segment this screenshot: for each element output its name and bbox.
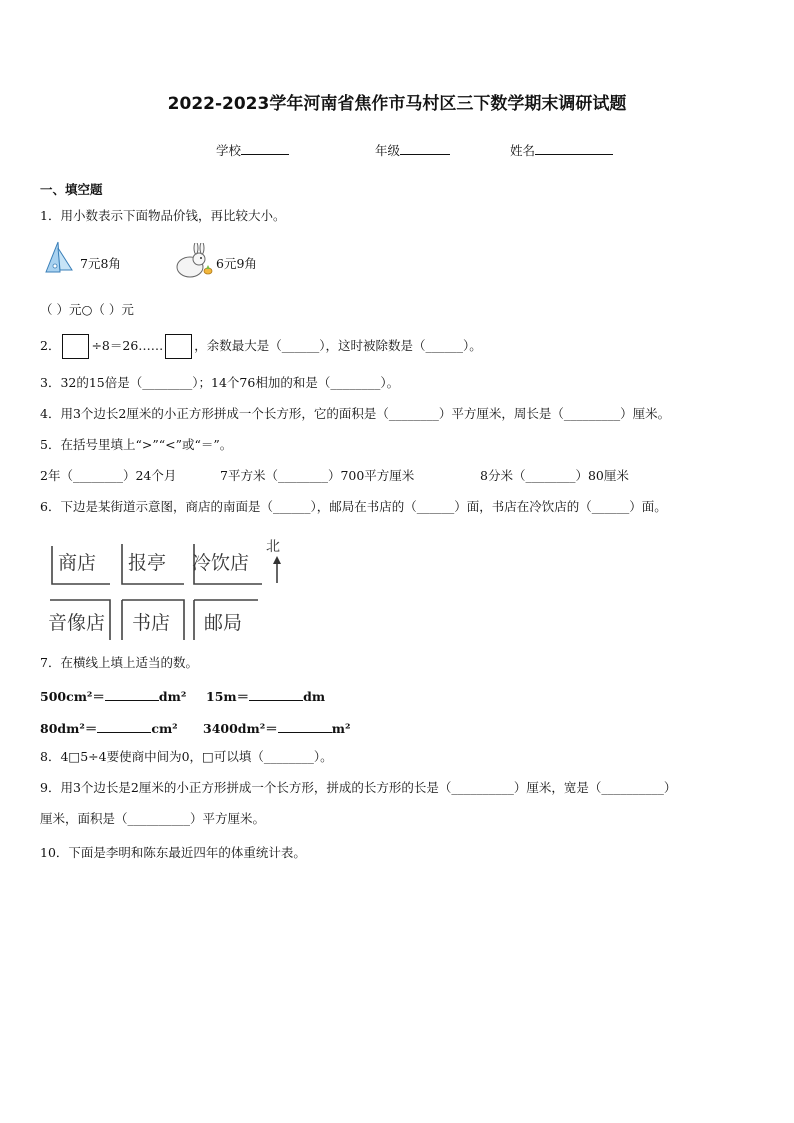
name-field: [510, 141, 613, 159]
north-arrow-icon: [271, 556, 283, 584]
q7b1-left: 80dm²＝: [40, 721, 98, 736]
q7a1-blank[interactable]: [105, 687, 159, 701]
question-1-compare: （ ）元○（ ）元: [40, 302, 134, 317]
q7a1-unit: dm²: [158, 689, 187, 704]
triangle-ruler-icon: [40, 240, 74, 276]
rabbit-toy-icon: [172, 243, 214, 279]
dividend-box[interactable]: [62, 334, 89, 359]
map-north-label: 北: [266, 539, 280, 555]
grade-label: 年级: [375, 143, 401, 158]
street-map: [44, 536, 304, 646]
q7a2-left: 15m＝: [206, 689, 250, 704]
item-2-price: 6元9角: [216, 256, 257, 271]
name-label: 姓名: [510, 143, 536, 158]
question-9-line1: 9．用3个边长是2厘米的小正方形拼成一个长方形，拼成的长方形的长是（__________）厘米，宽是（__________）: [40, 780, 677, 795]
question-5b: 7平方米（________）700平方厘米: [220, 468, 415, 483]
name-blank[interactable]: [535, 141, 613, 155]
question-7b1: [40, 719, 178, 737]
q7b2-blank[interactable]: [278, 719, 332, 733]
map-bookstore: 书店: [132, 612, 171, 634]
question-7: 7．在横线上填上适当的数。: [40, 655, 198, 670]
school-field: [216, 141, 289, 159]
q7b1-unit: cm²: [151, 721, 178, 736]
map-post-office: 邮局: [204, 612, 243, 634]
remainder-box[interactable]: [165, 334, 192, 359]
map-newsstand: 报亭: [128, 552, 167, 574]
section-heading: 一、填空题: [40, 182, 103, 197]
school-label: 学校: [216, 143, 242, 158]
map-cold-drink-shop: 冷饮店: [192, 552, 250, 574]
q7b1-blank[interactable]: [97, 719, 151, 733]
map-shop: 商店: [58, 552, 97, 574]
q7a2-unit: dm: [303, 689, 326, 704]
question-7a2: [206, 687, 325, 705]
question-3: 3．32的15倍是（________）；14个76相加的和是（________）。: [40, 375, 400, 390]
question-2-mid: ÷8＝26……: [91, 338, 164, 353]
question-1: 1．用小数表示下面物品价钱，再比较大小。: [40, 208, 286, 223]
question-7a1: [40, 687, 186, 705]
question-2-tail: ，余数最大是（______），这时被除数是（______）。: [194, 338, 482, 353]
question-9-line2: 厘米，面积是（__________）平方厘米。: [40, 811, 266, 826]
question-5a: 2年（________）24个月: [40, 468, 177, 483]
q7a1-left: 500cm²＝: [40, 689, 105, 704]
map-av-shop: 音像店: [48, 612, 106, 634]
grade-blank[interactable]: [400, 141, 450, 155]
question-5: 5．在括号里填上“>”“<”或“＝”。: [40, 437, 233, 452]
q7b2-left: 3400dm²＝: [203, 721, 278, 736]
question-6: 6．下边是某街道示意图，商店的南面是（______），邮局在书店的（______）面，书店在冷饮店的（______）面。: [40, 499, 667, 514]
item-1-price: 7元8角: [80, 256, 121, 271]
page-title: 2022-2023学年河南省焦作市马村区三下数学期末调研试题: [167, 94, 627, 114]
question-10: 10．下面是李明和陈东最近四年的体重统计表。: [40, 845, 306, 860]
question-7b2: [203, 719, 350, 737]
question-5c: 8分米（________）80厘米: [480, 468, 629, 483]
grade-field: [375, 141, 450, 159]
question-2: [40, 333, 482, 359]
question-2-num: 2．: [40, 338, 61, 353]
school-blank[interactable]: [241, 141, 289, 155]
q7a2-blank[interactable]: [249, 687, 303, 701]
question-8: 8．4□5÷4要使商中间为0，□可以填（________）。: [40, 749, 333, 764]
q7b2-unit: m²: [331, 721, 351, 736]
question-4: 4．用3个边长2厘米的小正方形拼成一个长方形，它的面积是（________）平方厘米，周长是（_________）厘米。: [40, 406, 671, 421]
